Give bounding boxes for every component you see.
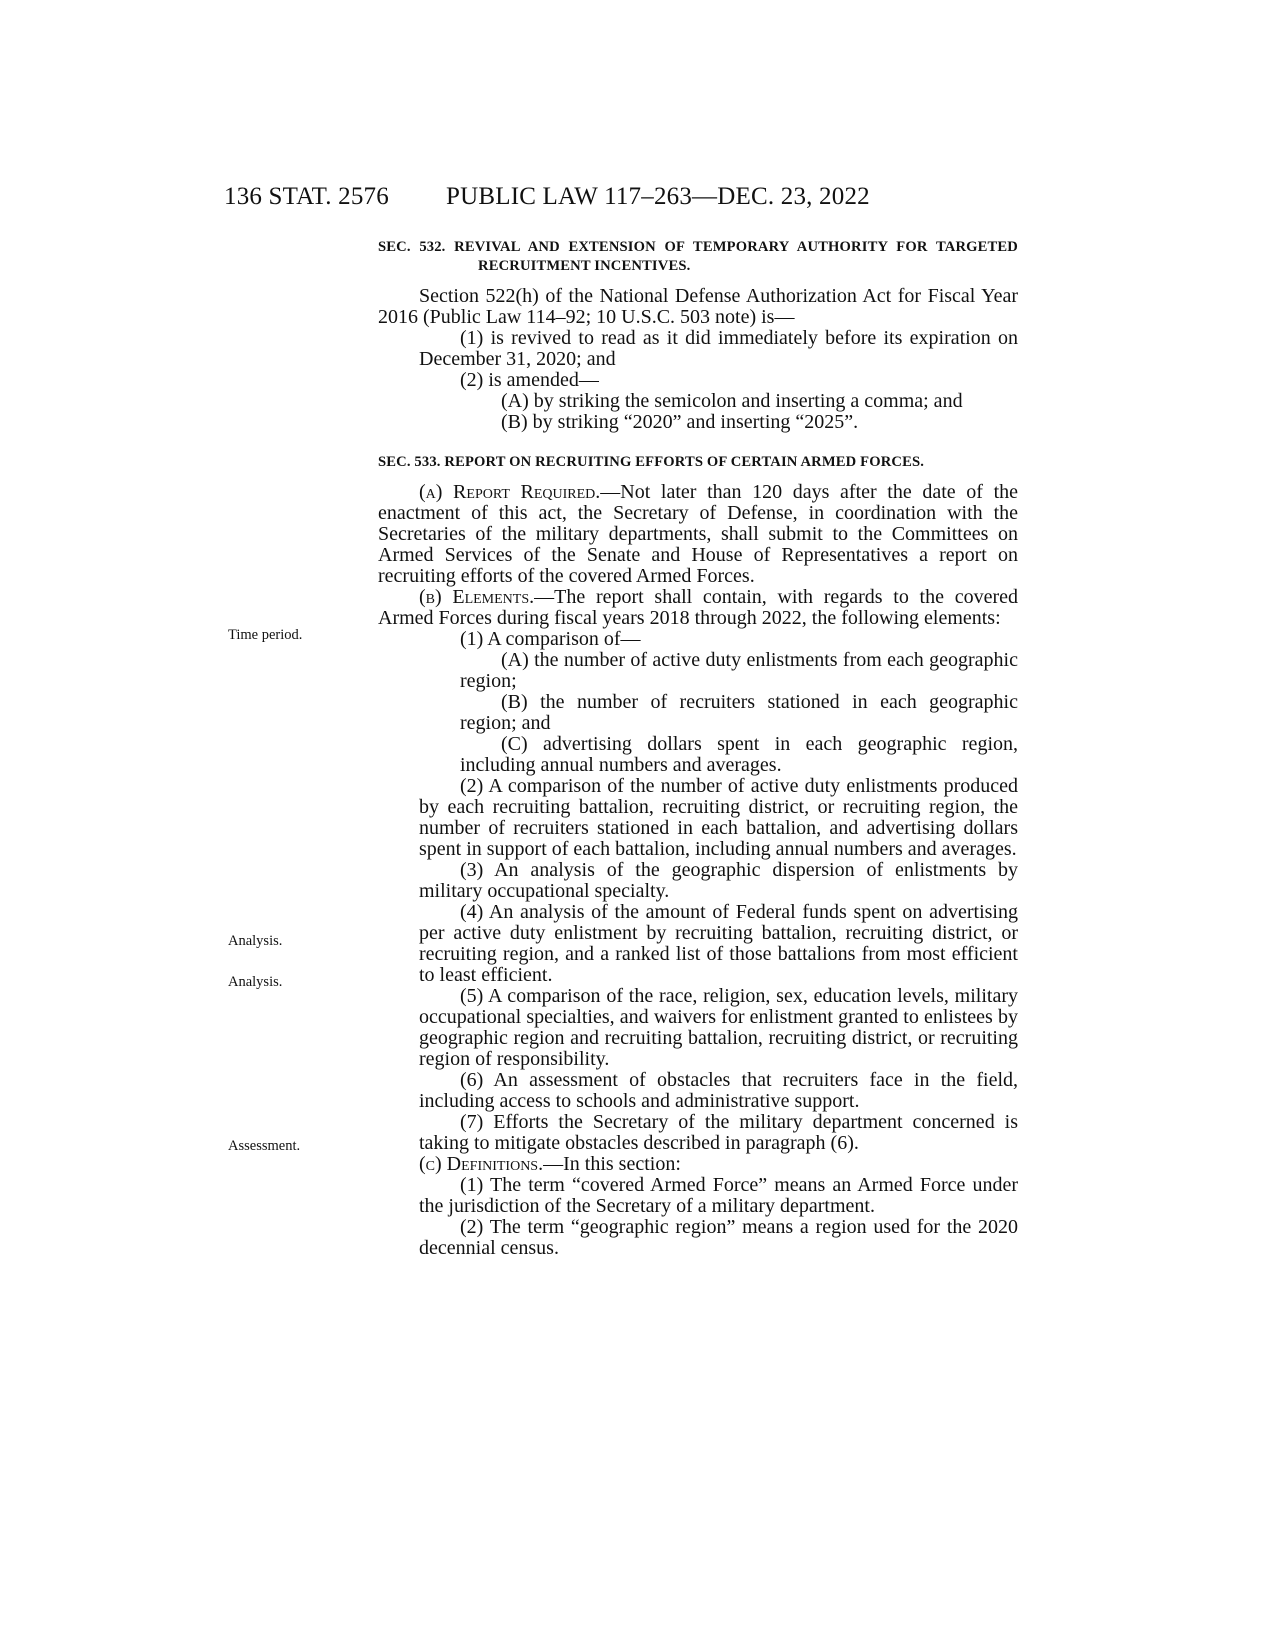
- subsection-c-label: (c) Definitions.: [419, 1153, 544, 1175]
- subsection-a-label: (a) Report Required.: [419, 481, 601, 503]
- subsection-b: [378, 587, 1018, 629]
- subparagraph: (C) advertising dollars spent in each geographic region, including annual numbers and averages.: [460, 733, 1018, 776]
- subsection-c-text: —In this section:: [543, 1153, 681, 1175]
- public-law-citation: PUBLIC LAW 117–263—DEC. 23, 2022: [446, 183, 870, 210]
- subsection-b-label: (b) Elements.: [419, 586, 535, 608]
- section-532-intro: Section 522(h) of the National Defense Authorization Act for Fiscal Year 2016 (Public Law 114–92; 10 U.S.C. 503 note) is—: [378, 285, 1018, 328]
- paragraph: (6) An assessment of obstacles that recruiters face in the field, including access to schools and administrative support.: [419, 1069, 1018, 1112]
- subsection-a: [378, 482, 1018, 587]
- paragraph: (1) is revived to read as it did immediately before its expiration on December 31, 2020; and: [419, 327, 1018, 370]
- margin-note-analysis: Analysis.: [228, 974, 283, 990]
- margin-note-time-period: Time period.: [228, 627, 303, 643]
- stat-page-number: 136 STAT. 2576: [224, 183, 389, 210]
- section-533-heading: SEC. 533. REPORT ON RECRUITING EFFORTS OF CERTAIN ARMED FORCES.: [378, 454, 925, 470]
- paragraph: (2) The term “geographic region” means a region used for the 2020 decennial census.: [419, 1216, 1018, 1259]
- subparagraph: (A) by striking the semicolon and inserting a comma; and: [501, 390, 963, 412]
- subparagraph: (B) by striking “2020” and inserting “2025”.: [501, 411, 859, 433]
- subparagraph: (B) the number of recruiters stationed in each geographic region; and: [460, 691, 1018, 734]
- paragraph: (1) A comparison of—: [460, 628, 641, 650]
- margin-note-analysis: Analysis.: [228, 933, 283, 949]
- paragraph: (7) Efforts the Secretary of the military department concerned is taking to mitigate obstacles described in paragraph (6).: [419, 1111, 1018, 1154]
- margin-note-assessment: Assessment.: [228, 1138, 301, 1154]
- subsection-c: [378, 1154, 1018, 1175]
- body-text: [378, 238, 1018, 1259]
- section-532-heading: SEC. 532. REVIVAL AND EXTENSION OF TEMPORARY AUTHORITY FOR TARGETED RECRUITMENT INCENTIVES.: [378, 239, 1018, 274]
- subsection-b-text: —The report shall contain, with regards to the covered Armed Forces during fiscal years 2018 through 2022, the following elements:: [378, 586, 1018, 629]
- subsection-a-text: —Not later than 120 days after the date of the enactment of this act, the Secretary of Defense, in coordination with the Secretaries of the military departments, shall submit to the Committees on Armed Services of the Senate and House of Representatives a report on recruiting efforts of the covered Armed Forces.: [378, 481, 1018, 587]
- paragraph: (1) The term “covered Armed Force” means an Armed Force under the jurisdiction of the Secretary of a military department.: [419, 1174, 1018, 1217]
- paragraph: (2) A comparison of the number of active duty enlistments produced by each recruiting battalion, recruiting district, or recruiting region, the number of recruiters stationed in each battalion, and advertising dollars spent in support of each battalion, including annual numbers and averages.: [419, 775, 1018, 860]
- subparagraph: (A) the number of active duty enlistments from each geographic region;: [460, 649, 1018, 692]
- paragraph: (4) An analysis of the amount of Federal funds spent on advertising per active duty enlistment by recruiting battalion, recruiting district, or recruiting region, and a ranked list of those battalions from most efficient to least efficient.: [419, 901, 1018, 986]
- paragraph: (5) A comparison of the race, religion, sex, education levels, military occupational specialties, and waivers for enlistment granted to enlistees by geographic region and recruiting battalion, recruiting district, or recruiting region of responsibility.: [419, 985, 1018, 1070]
- paragraph: (3) An analysis of the geographic dispersion of enlistments by military occupational specialty.: [419, 859, 1018, 902]
- paragraph: (2) is amended—: [460, 369, 599, 391]
